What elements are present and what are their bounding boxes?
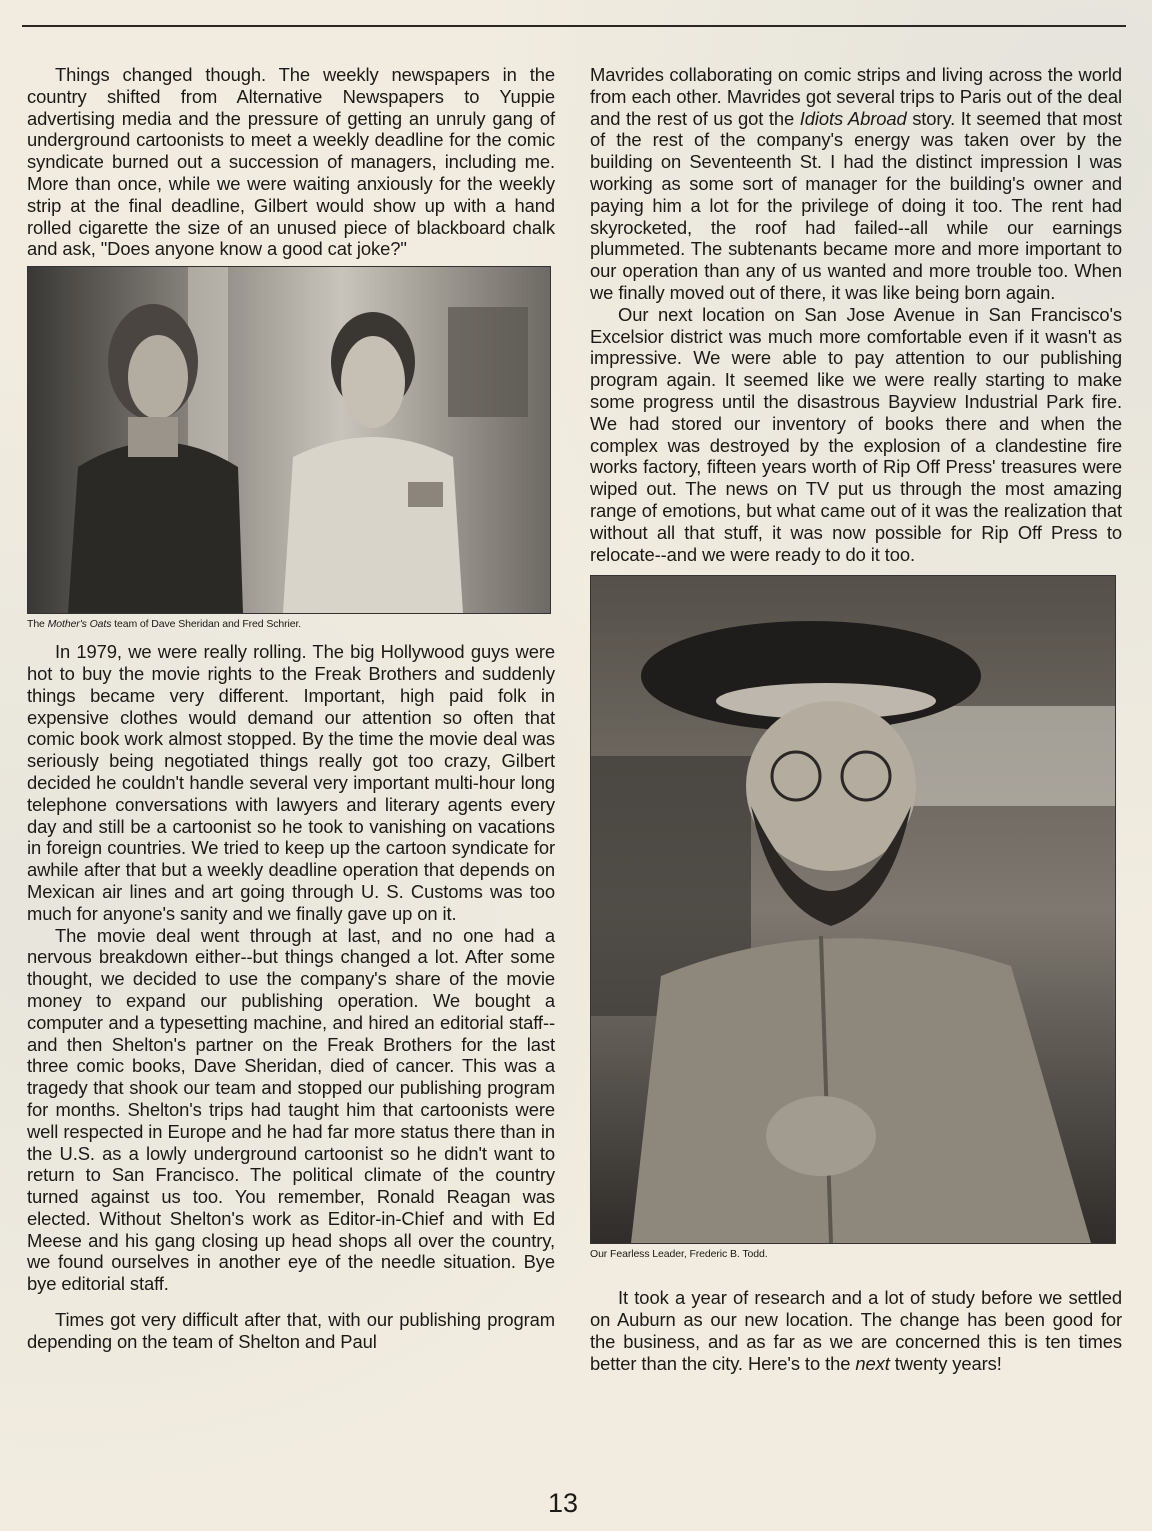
photo-two-men-image <box>28 267 550 613</box>
right-column <box>590 64 1122 1375</box>
photo-man-with-cap-image <box>591 576 1115 1243</box>
photo-mothers-oats-team <box>27 266 551 614</box>
photo-fearless-leader <box>590 575 1116 1244</box>
right-paragraph-1: Mavrides collaborating on comic strips and living across the world from each other. Mavrides got several trips to Paris out of the deal and the rest of us got the Idiots Abroad story. It seemed that most of the rest of the company's energy was taken over by the building on Seventeenth St. I had the distinct impression I was working as some sort of manager for the building's owner and paying him a lot for the privilege of doing it too. The rent had skyrocketed, the roof had failed--all while our earnings plummeted. The subtenants became more and more important to our operation than any of us wanted and more trouble too. When we finally moved out of there, it was like being born again. <box>590 64 1122 303</box>
left-paragraph-2: In 1979, we were really rolling. The big Hollywood guys were hot to buy the movie rights to the Freak Brothers and suddenly things became very different. Important, high paid folk in expensive clothes would demand our attention so often that comic book work almost stopped. By the time the movie deal was seriously being negotiated things really got too crazy, Gilbert decided he couldn't handle several very important multi-hour long telephone conversations with lawyers and literary agents every day and still be a cartoonist so he took to vanishing on vacations in foreign countries. We tried to keep up the cartoon syndicate for awhile after that but a weekly deadline operation that depends on Mexican air lines and art going through U. S. Customs was too much for anyone's sanity and we finally gave up on it. <box>27 641 555 924</box>
left-column <box>27 64 555 1353</box>
header-rule <box>22 25 1126 27</box>
left-paragraph-1: Things changed though. The weekly newspapers in the country shifted from Alternative Newspapers to Yuppie advertising media and the pressure of getting an unruly gang of underground cartoonists to meet a weekly deadline for the comic syndicate burned out a succession of managers, including me. More than once, while we were waiting anxiously for the weekly strip at the final deadline, Gilbert would show up with a hand rolled cigarette the size of an unused piece of blackboard chalk and ask, "Does anyone know a good cat joke?" <box>27 64 555 260</box>
left-photo-caption: The Mother's Oats team of Dave Sheridan and Fred Schrier. <box>27 618 302 631</box>
right-photo-caption: Our Fearless Leader, Frederic B. Todd. <box>590 1248 768 1261</box>
page-number: 13 <box>548 1488 579 1518</box>
right-paragraph-2: Our next location on San Jose Avenue in San Francisco's Excelsior district was much more comfortable even if it wasn't as impressive. We were able to pay attention to our publishing program again. It seemed like we were really starting to make some progress until the disastrous Bayview Industrial Park fire. We had stored our inventory of books there and when the complex was destroyed by the explosion of a clandestine fire works factory, fifteen years worth of Rip Off Press' treasures were wiped out. The news on TV put us through the most amazing range of emotions, but what came out of it was the realization that without all that stuff, it was now possible for Rip Off Press to relocate--and we were ready to do it too. <box>590 303 1122 565</box>
left-paragraph-4: Times got very difficult after that, with our publishing program depending on the team of Shelton and Paul <box>27 1309 555 1352</box>
right-paragraph-3: It took a year of research and a lot of study before we settled on Auburn as our new location. The change has been good for the business, and as far as we are concerned this is ten times better than the city. Here's to the next twenty years! <box>590 1287 1122 1374</box>
left-paragraph-3: The movie deal went through at last, and no one had a nervous breakdown either--but things changed a lot. After some thought, we decided to use the company's share of the movie money to expand our publishing operation. We bought a computer and a typesetting machine, and hired an editorial staff--and then Shelton's partner on the Freak Brothers for the last three comic books, Dave Sheridan, died of cancer. This was a tragedy that shook our team and stopped our publishing program for months. Shelton's trips had taught him that cartoonists were well respected in Europe and he had far more status there than in the U.S. as a lowly underground cartoonist so he didn't want to return to San Francisco. The political climate of the country turned against us too. You remember, Ronald Reagan was elected. Without Shelton's work as Editor-in-Chief and with Ed Meese and his gang closing up head shops all over the country, we found ourselves in another eye of the needle situation. Bye bye editorial staff. <box>27 924 555 1295</box>
